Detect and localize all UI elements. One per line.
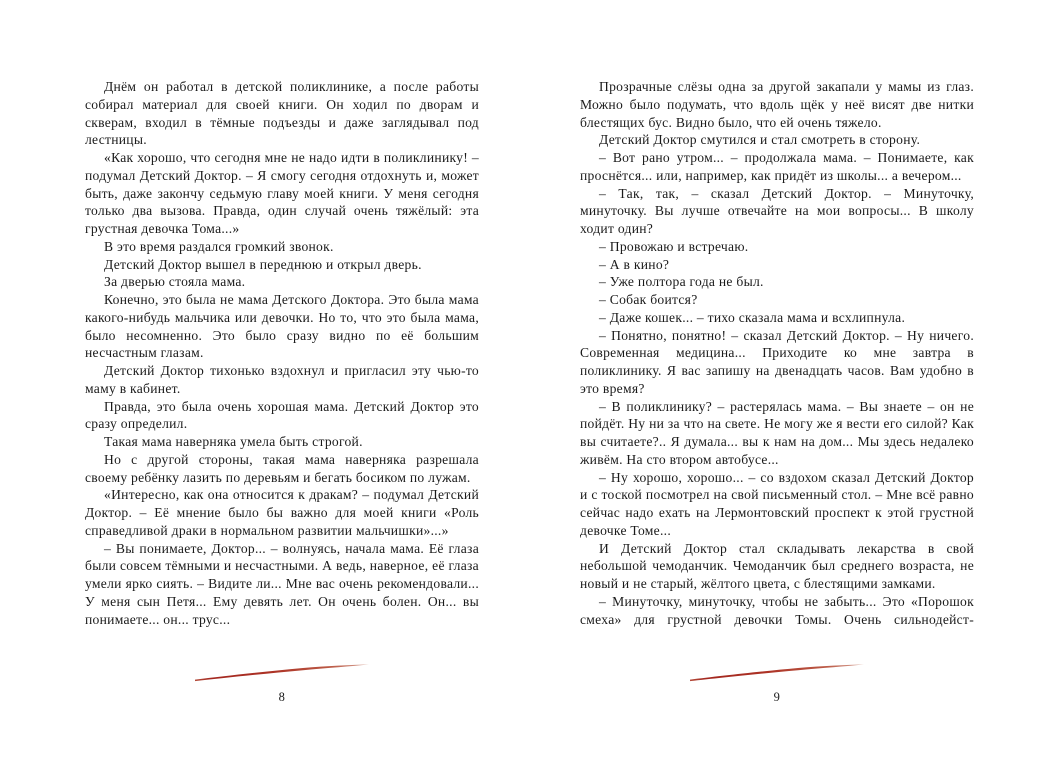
paragraph: Конечно, это была не мама Детского Доктора. Это была мама какого-нибудь мальчика или девочки. Но то, что это была мама, было несомненно. Это было сразу видно по её большим несчастным глазам.: [85, 292, 479, 361]
left-page-footer: [85, 660, 479, 720]
paragraph: Днём он работал в детской поликлинике, а после работы собирал материал для своей книги. Он ходил по дворам и скверам, входил в тёмные подъезды и даже заглядывал под лестницы.: [85, 79, 479, 148]
paragraph: – Даже кошек... – тихо сказала мама и всхлипнула.: [599, 309, 906, 325]
paragraph: Детский Доктор вышел в переднюю и открыл дверь.: [104, 256, 422, 272]
paragraph: И Детский Доктор стал складывать лекарства в свой небольшой чемоданчик. Чемоданчик был среднего возраста, не новый и не старый, жёлтого цвета, с блестящими замками.: [580, 540, 974, 591]
paragraph: Правда, это была очень хорошая мама. Детский Доктор это сразу определил.: [85, 398, 479, 432]
paragraph: – Так, так, – сказал Детский Доктор. – Минуточку, минуточку. Вы лучше отвечайте на мои вопросы... В школу ходит один?: [580, 185, 974, 236]
paragraph: Детский Доктор тихонько вздохнул и пригласил эту чью-то маму в кабинет.: [85, 363, 479, 396]
page-number: 8: [278, 690, 286, 704]
right-page-footer: [580, 660, 974, 720]
paragraph: – Минуточку, минуточку, чтобы не забыть... Это «Порошок смеха» для грустной девочки Томы. Очень сильнодейст-: [580, 593, 974, 627]
paragraph: – Провожаю и встречаю.: [599, 238, 749, 254]
left-page: [0, 0, 526, 764]
page-number: 9: [773, 690, 781, 704]
paragraph: – Ну хорошо, хорошо... – со вздохом сказал Детский Доктор и с тоской посмотрел на свой письменный стол. – Мне всё равно сейчас надо ехать на Лермонтовский проспект к этой грустной девочке Томе...: [580, 469, 974, 538]
paragraph: – Вот рано утром... – продолжала мама. – Понимаете, как проснётся... или, например, как придёт из школы... а вечером...: [580, 150, 974, 183]
paragraph: Детский Доктор смутился и стал смотреть в сторону.: [599, 132, 921, 148]
paragraph: – Вы понимаете, Доктор... – волнуясь, начала мама. Её глаза были совсем тёмными и несчастными. А ведь, наверное, её глаза умели ярко сиять. – Видите ли... Мне вас очень рекомендовали... У меня сын Петя... Ему девять лет. Он очень болен. Он... вы понимаете... он... трус...: [85, 540, 479, 627]
left-page-text-block: [85, 78, 479, 653]
right-page-text-block: [580, 78, 974, 653]
paragraph: – А в кино?: [599, 256, 670, 272]
paragraph: Но с другой стороны, такая мама наверняка разрешала своему ребёнку лазить по деревьям и бегать босиком по лужам.: [85, 451, 479, 485]
paragraph: За дверью стояла мама.: [104, 274, 246, 290]
brush-stroke-ornament-icon: [85, 660, 479, 686]
paragraph: – Уже полтора года не был.: [599, 274, 764, 290]
paragraph: «Интересно, как она относится к дракам? – подумал Детский Доктор. – Её мнение было бы важно для моей книги «Роль справедливой драки в нормальном развитии мальчишки»...»: [85, 487, 479, 538]
paragraph: Такая мама наверняка умела быть строгой.: [104, 434, 363, 449]
paragraph: В это время раздался громкий звонок.: [104, 238, 334, 254]
brush-stroke-ornament-icon: [580, 660, 974, 686]
paragraph: – Понятно, понятно! – сказал Детский Доктор. – Ну ничего. Современная медицина... Приходите ко мне завтра в поликлинику. Я вас запишу на двенадцать часов. Вам удобно в это время?: [580, 327, 974, 396]
right-page: [527, 0, 1053, 764]
paragraph: «Как хорошо, что сегодня мне не надо идти в поликлинику! – подумал Детский Доктор. – Я смогу сегодня отдохнуть и, может быть, даже закончу седьмую главу моей книги. У меня сегодня только два вызова. Правда, один случай очень тяжёлый: эта грустная девочка Тома...»: [85, 150, 479, 236]
paragraph: – В поликлинику? – растерялась мама. – Вы знаете – он не пойдёт. Ну ни за что на свете. Не могу же я вести его силой? Как вы считаете?.. Я думала... вы к нам на дом... Мы здесь недалеко живём. На сто втором автобусе...: [580, 398, 974, 467]
paragraph: Прозрачные слёзы одна за другой закапали у мамы из глаз. Можно было подумать, что вдоль щёк у неё висят две нитки блестящих бус. Видно было, что ей очень тяжело.: [580, 79, 974, 130]
paragraph: – Собак боится?: [599, 292, 698, 307]
